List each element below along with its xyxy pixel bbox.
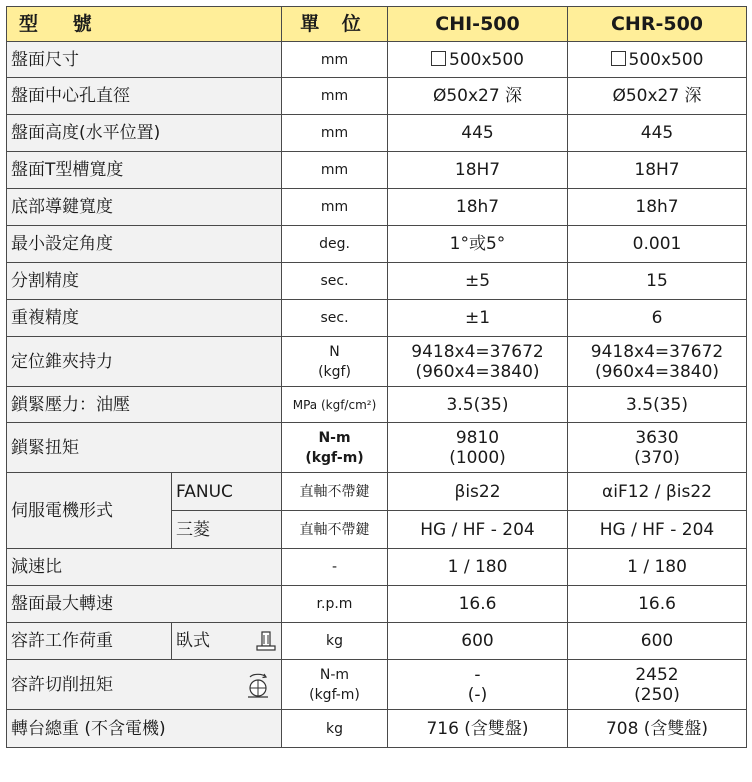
row-label: 減速比 (7, 549, 282, 586)
row-unit: r.p.m (282, 586, 388, 623)
square-icon (611, 51, 626, 66)
value-chi: βis22 (388, 473, 568, 511)
value-chi: ±5 (388, 263, 568, 300)
row-unit: mm (282, 115, 388, 152)
value-chr (568, 423, 747, 473)
row-unit: mm (282, 152, 388, 189)
header-unit: 單 位 (282, 7, 388, 42)
table-row (7, 473, 747, 511)
value-line: (250) (634, 684, 680, 705)
square-icon (431, 51, 446, 66)
table-row (7, 263, 747, 300)
value-chr: 16.6 (568, 586, 747, 623)
value-chr (568, 337, 747, 387)
value-chr: 15 (568, 263, 747, 300)
row-unit: sec. (282, 263, 388, 300)
value-chi: ±1 (388, 300, 568, 337)
value-chi: 716 (含雙盤) (388, 710, 568, 748)
row-unit: deg. (282, 226, 388, 263)
row-sublabel: FANUC (172, 473, 282, 511)
row-sublabel: 三菱 (172, 511, 282, 549)
row-label: 分割精度 (7, 263, 282, 300)
unit-line: N-m (318, 429, 351, 446)
row-label: 最小設定角度 (7, 226, 282, 263)
header-row (7, 7, 747, 42)
table-row (7, 337, 747, 387)
unit-line: (kgf-m) (309, 686, 360, 703)
row-label: 盤面高度(水平位置) (7, 115, 282, 152)
table-row (7, 226, 747, 263)
value-chi: 1 / 180 (388, 549, 568, 586)
value-line: (1000) (449, 447, 506, 468)
table-row (7, 115, 747, 152)
horizontal-mount-icon (255, 629, 277, 653)
table-row (7, 300, 747, 337)
value-chr: 0.001 (568, 226, 747, 263)
header-chr-500: CHR-500 (568, 7, 747, 42)
row-label: 盤面尺寸 (7, 42, 282, 78)
row-unit (282, 660, 388, 710)
table-row (7, 710, 747, 748)
value-text: 500x500 (449, 49, 524, 70)
row-sublabel (172, 623, 282, 660)
value-line: 9810 (455, 427, 500, 448)
value-line: 9418x4=37672 (411, 341, 544, 362)
unit-line: N (329, 343, 340, 360)
row-unit: kg (282, 710, 388, 748)
value-chi: 18h7 (388, 189, 568, 226)
row-label: 底部導鍵寬度 (7, 189, 282, 226)
value-chr (568, 660, 747, 710)
value-line: (960x4=3840) (415, 361, 540, 382)
row-label: 定位錐夾持力 (7, 337, 282, 387)
value-chi: 1°或5° (388, 226, 568, 263)
unit-line: (kgf) (318, 363, 351, 380)
row-unit: mm (282, 42, 388, 78)
table-row (7, 152, 747, 189)
value-chi (388, 660, 568, 710)
row-label: 容許工作荷重 (7, 623, 172, 660)
table-row (7, 549, 747, 586)
value-chi: 18H7 (388, 152, 568, 189)
value-chi: Ø50x27 深 (388, 78, 568, 115)
value-chi: 445 (388, 115, 568, 152)
value-chr (568, 42, 747, 78)
value-line: (960x4=3840) (594, 361, 720, 382)
value-chr: 6 (568, 300, 747, 337)
table-row (7, 387, 747, 423)
row-label: 伺服電機形式 (7, 473, 172, 549)
header-model: 型 號 (7, 7, 282, 42)
value-chr: 3.5(35) (568, 387, 747, 423)
unit-line: (kgf-m) (305, 449, 364, 466)
value-line: 2452 (635, 664, 679, 685)
value-chr: 18H7 (568, 152, 747, 189)
value-chr: Ø50x27 深 (568, 78, 747, 115)
rotary-torque-icon (245, 670, 271, 700)
value-line: 3630 (635, 427, 679, 448)
table-row (7, 660, 747, 710)
spec-table (6, 6, 747, 748)
table-row (7, 78, 747, 115)
table-row (7, 586, 747, 623)
sublabel-text: 臥式 (176, 631, 210, 651)
value-chr: αiF12 / βis22 (568, 473, 747, 511)
value-chr: 18h7 (568, 189, 747, 226)
value-chr: 708 (含雙盤) (568, 710, 747, 748)
value-line: (370) (634, 447, 680, 468)
row-unit: mm (282, 78, 388, 115)
row-unit (282, 337, 388, 387)
header-chi-500: CHI-500 (388, 7, 568, 42)
row-label: 鎖緊扭矩 (7, 423, 282, 473)
value-chi (388, 337, 568, 387)
row-unit (282, 423, 388, 473)
row-unit: MPa (kgf/cm²) (282, 387, 388, 423)
row-unit: sec. (282, 300, 388, 337)
row-label (7, 660, 282, 710)
table-row (7, 42, 747, 78)
value-chi (388, 423, 568, 473)
row-unit: kg (282, 623, 388, 660)
row-label: 盤面T型槽寬度 (7, 152, 282, 189)
value-chi (388, 42, 568, 78)
row-label: 盤面中心孔直徑 (7, 78, 282, 115)
value-chr: 600 (568, 623, 747, 660)
row-label: 鎖緊壓力：油壓 (7, 387, 282, 423)
unit-line: N-m (319, 666, 350, 683)
value-chr: 445 (568, 115, 747, 152)
value-chi: 3.5(35) (388, 387, 568, 423)
row-label: 盤面最大轉速 (7, 586, 282, 623)
table-row (7, 189, 747, 226)
value-line: 9418x4=37672 (590, 341, 724, 362)
value-line: - (474, 664, 481, 685)
row-unit: 直軸不帶鍵 (282, 511, 388, 549)
value-text: 500x500 (628, 49, 704, 70)
row-unit: mm (282, 189, 388, 226)
value-chi: 16.6 (388, 586, 568, 623)
value-chi: HG / HF - 204 (388, 511, 568, 549)
row-unit: 直軸不帶鍵 (282, 473, 388, 511)
value-line: (-) (467, 684, 488, 705)
table-row (7, 423, 747, 473)
value-chr: 1 / 180 (568, 549, 747, 586)
label-text: 容許切削扭矩 (11, 674, 113, 695)
row-label: 轉台總重 (不含電機) (7, 710, 282, 748)
table-row (7, 623, 747, 660)
value-chr: HG / HF - 204 (568, 511, 747, 549)
row-label: 重複精度 (7, 300, 282, 337)
value-chi: 600 (388, 623, 568, 660)
row-unit: - (282, 549, 388, 586)
